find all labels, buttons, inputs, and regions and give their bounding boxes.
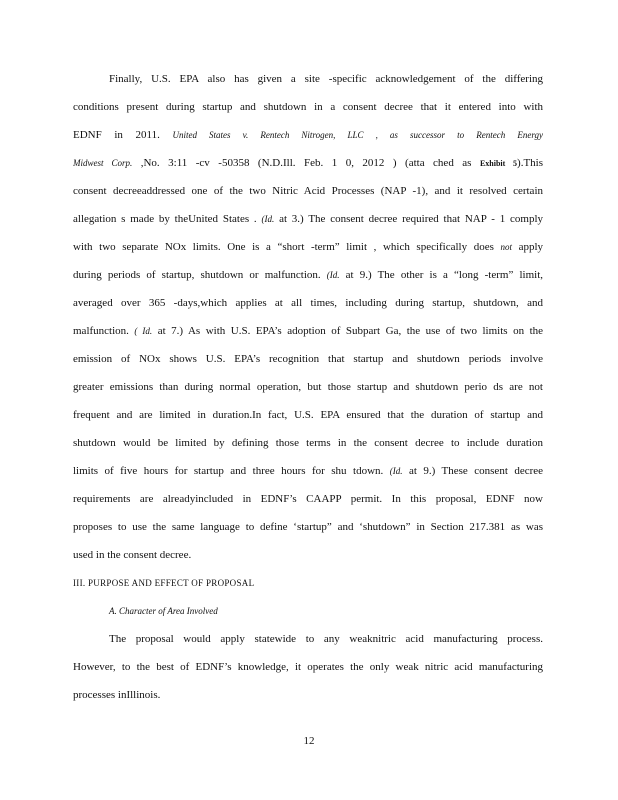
text-run: EDNF in 2011.	[73, 129, 160, 141]
paragraph-line: processes inIllinois.	[73, 689, 161, 701]
paragraph-line: averaged over 365 -days,which applies at all times, including during startup, shutdown, and	[73, 297, 543, 309]
text-run: with two separate NOx limits. One is a “short -term” limit , which specifically does	[73, 241, 494, 253]
text-run: during periods of startup, shutdown or malfunction.	[73, 269, 321, 281]
section-heading: III. PURPOSE AND EFFECT OF PROPOSAL	[73, 578, 255, 588]
text-run: limits of five hours for startup and three hours for shu tdown.	[73, 465, 384, 477]
paragraph-line	[73, 324, 543, 338]
id-citation: (Id.	[261, 214, 275, 224]
paragraph-line	[73, 268, 543, 282]
paragraph-line: requirements are alreadyincluded in EDNF’s CAAPP permit. In this proposal, EDNF now	[73, 493, 543, 505]
id-citation: ( Id.	[134, 326, 153, 336]
case-citation: Midwest Corp.	[73, 158, 133, 168]
paragraph-line: used in the consent decree.	[73, 549, 192, 561]
paragraph-line: proposes to use the same language to define ‘startup” and ‘shutdown” in Section 217.381 as was	[73, 521, 543, 533]
id-citation: (Id.	[326, 270, 340, 280]
text-run: ).This	[517, 157, 543, 169]
text-run: allegation s made by theUnited States .	[73, 213, 257, 225]
paragraph-line: emission of NOx shows U.S. EPA’s recognition that startup and shutdown periods involve	[73, 353, 543, 365]
text-run: at 9.) The other is a “long -term” limit,	[345, 269, 543, 281]
paragraph-line	[73, 240, 543, 254]
text-run: malfunction.	[73, 325, 129, 337]
id-citation: (Id.	[389, 466, 403, 476]
text-run: at 9.) These consent decree	[408, 465, 543, 477]
text-run: at 7.) As with U.S. EPA’s adoption of Subpart Ga, the use of two limits on the	[157, 325, 543, 337]
paragraph-line: Finally, U.S. EPA also has given a site -specific acknowledgement of the differing	[109, 73, 543, 85]
text-run: at 3.) The consent decree required that NAP - 1 comply	[279, 213, 543, 225]
paragraph-line: greater emissions than during normal operation, but those startup and shutdown perio ds are not	[73, 381, 543, 393]
paragraph-line	[73, 212, 543, 226]
text-run: ,No. 3:11 -cv -50358 (N.D.Ill. Feb. 1 0, 2012 ) (atta ched as	[140, 157, 472, 169]
paragraph-line: consent decreeaddressed one of the two Nitric Acid Processes (NAP -1), and it resolved certain	[73, 185, 543, 197]
case-citation: United States v. Rentech Nitrogen, LLC , as successor to Rentech Energy	[172, 130, 543, 140]
text-run: apply	[518, 241, 543, 253]
paragraph-line	[73, 156, 543, 171]
paragraph-line	[73, 464, 543, 478]
paragraph-line: shutdown would be limited by defining those terms in the consent decree to include duration	[73, 437, 543, 449]
paragraph-line: conditions present during startup and shutdown in a consent decree that it entered into with	[73, 101, 543, 113]
paragraph-line: frequent and are limited in duration.In fact, U.S. EPA ensured that the duration of startup and	[73, 409, 543, 421]
exhibit-reference: Exhibit 5	[479, 159, 518, 168]
subsection-heading: A. Character of Area Involved	[109, 606, 218, 616]
paragraph-line: The proposal would apply statewide to any weaknitric acid manufacturing process.	[109, 633, 543, 645]
emphasis: not	[500, 242, 512, 252]
paragraph-line: However, to the best of EDNF’s knowledge, it operates the only weak nitric acid manufacturing	[73, 661, 543, 673]
page-number: 12	[303, 735, 315, 747]
paragraph-line	[73, 128, 543, 142]
